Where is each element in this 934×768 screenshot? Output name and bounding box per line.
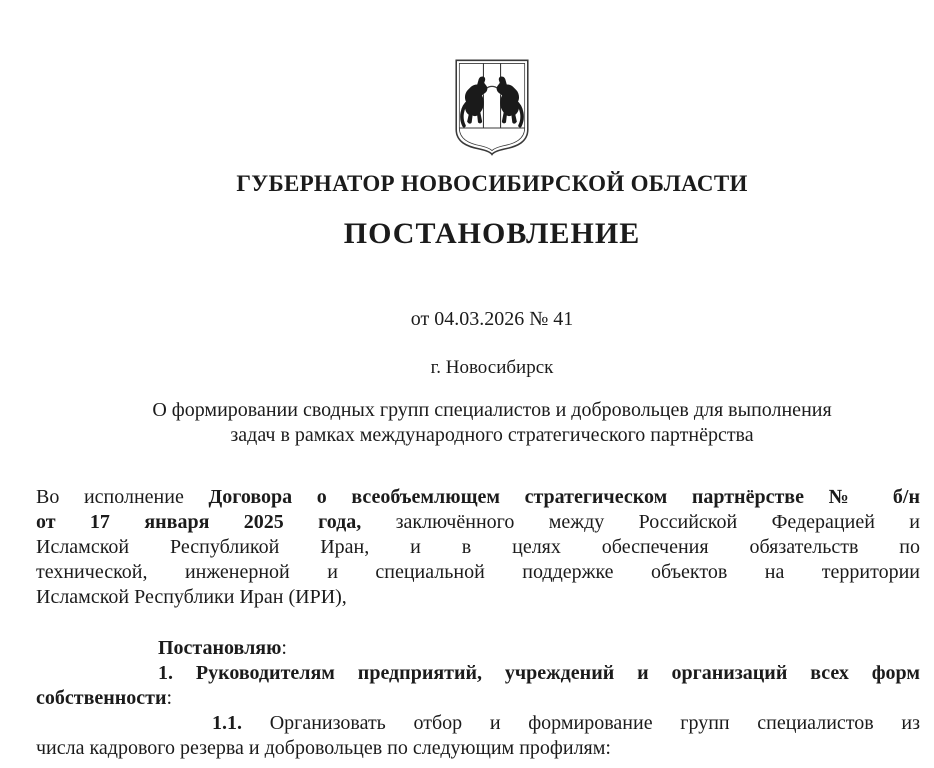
document-header bbox=[50, 58, 934, 380]
text-line bbox=[36, 560, 920, 585]
regular-text: заключённого между Российской Федерацией и bbox=[361, 511, 920, 533]
bold-text: 1.1. bbox=[212, 712, 242, 734]
text-line bbox=[36, 535, 920, 560]
regular-text: Во исполнение bbox=[36, 486, 209, 508]
preamble-paragraph bbox=[36, 485, 920, 610]
document-body bbox=[36, 398, 920, 761]
subject-paragraph bbox=[50, 398, 934, 448]
text-line bbox=[36, 711, 920, 736]
document-type-title: ПОСТАНОВЛЕНИЕ bbox=[343, 217, 641, 250]
text-line bbox=[36, 636, 920, 661]
resolution-paragraph bbox=[36, 636, 920, 761]
text-line bbox=[36, 585, 920, 610]
regular-text: задач в рамках международного стратегического партнёрства bbox=[230, 424, 754, 446]
text-line bbox=[36, 510, 920, 535]
regular-text: Организовать отбор и формирование групп специалистов из bbox=[242, 712, 920, 734]
text-line bbox=[36, 485, 920, 510]
text-line bbox=[50, 398, 934, 423]
regular-text: Исламской Республики Иран (ИРИ), bbox=[36, 586, 347, 608]
bold-text: 1. Руководителям предприятий, учреждений и организаций всех форм bbox=[158, 662, 920, 684]
city-line: г. Новосибирск bbox=[430, 357, 554, 378]
regular-text: числа кадрового резерва и добровольцев по следующим профилям: bbox=[36, 737, 611, 759]
regular-text: : bbox=[166, 687, 173, 709]
regular-text: : bbox=[281, 637, 287, 659]
novosibirsk-coat-of-arms-icon bbox=[453, 58, 531, 156]
regular-text: технической, инженерной и специальной поддержке объектов на территории bbox=[36, 561, 920, 583]
bold-text: собственности bbox=[36, 687, 167, 709]
regular-text: О формировании сводных групп специалистов и добровольцев для выполнения bbox=[152, 399, 832, 421]
bold-text: Постановляю bbox=[158, 637, 282, 659]
bold-text: от 17 января 2025 года, bbox=[36, 511, 362, 533]
bold-text: Договора о всеобъемлющем стратегическом партнёрстве № б/н bbox=[208, 486, 921, 508]
text-line bbox=[36, 686, 920, 711]
text-line bbox=[36, 736, 920, 761]
regular-text: Исламской Республикой Иран, и в целях обеспечения обязательств по bbox=[36, 536, 920, 558]
text-line bbox=[36, 661, 920, 686]
date-and-number: от 04.03.2026 № 41 bbox=[410, 308, 574, 330]
authority-title: ГУБЕРНАТОР НОВОСИБИРСКОЙ ОБЛАСТИ bbox=[236, 171, 748, 196]
text-line bbox=[50, 423, 934, 448]
